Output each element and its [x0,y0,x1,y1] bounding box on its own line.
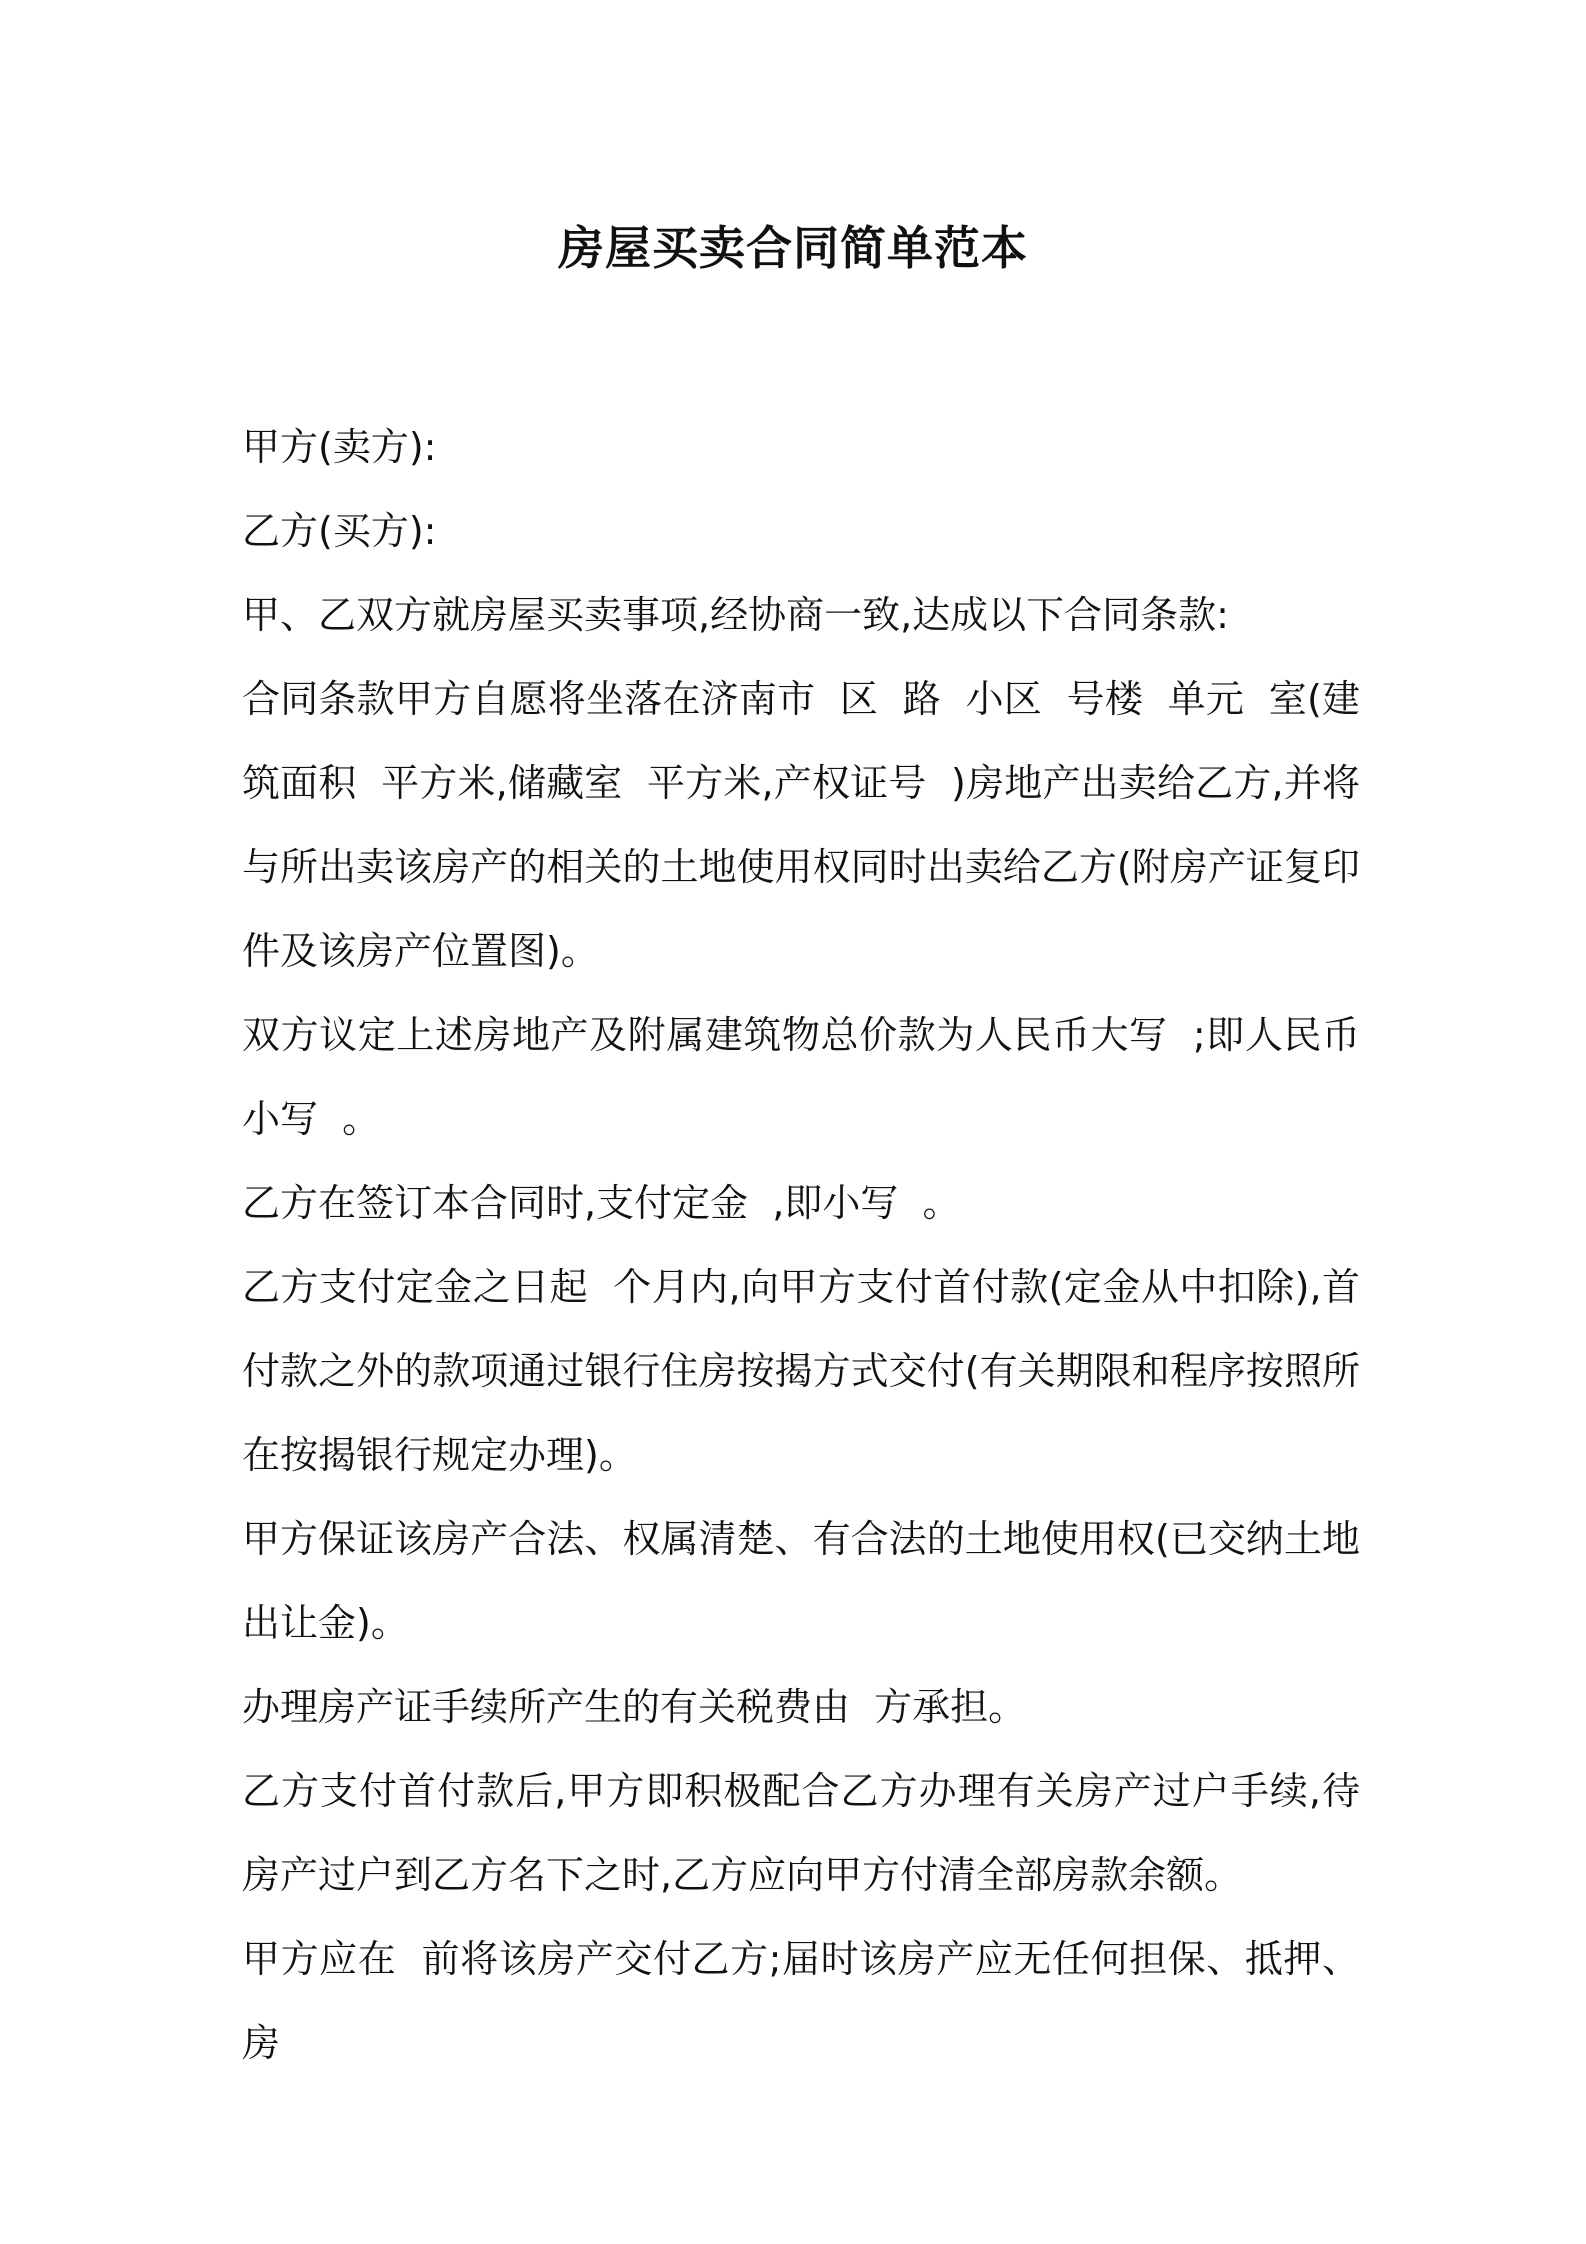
agreement-intro: 甲、乙双方就房屋买卖事项,经协商一致,达成以下合同条款: [242,593,1229,637]
clause-down-payment: 乙方支付定金之日起 个月内,向甲方支付首付款(定金从中扣除),首付款之外的款项通过银行住房按揭方式交付(有关期限和程序按照所在按揭银行规定办理)。 [242,1265,1360,1477]
document-body [242,405,1360,2085]
party-b-line: 乙方(买方): [242,509,437,553]
document-title: 房屋买卖合同简单范本 [558,221,1028,275]
clause-property-sale: 合同条款甲方自愿将坐落在济南市 区 路 小区 号楼 单元 室(建筑面积 平方米,储藏室 平方米,产权证号 )房地产出卖给乙方,并将与所出卖该房产的相关的土地使用权同时出卖给乙方(附房产证复印件及该房产位置图)。 [242,677,1360,973]
clause-seller-guarantee: 甲方保证该房产合法、权属清楚、有合法的土地使用权(已交纳土地出让金)。 [242,1517,1360,1645]
clause-total-price: 双方议定上述房地产及附属建筑物总价款为人民币大写 ;即人民币小写 。 [242,1013,1360,1141]
clause-delivery: 甲方应在 前将该房产交付乙方;届时该房产应无任何担保、抵押、房 [242,1937,1360,2065]
clause-deposit: 乙方在签订本合同时,支付定金 ,即小写 。 [242,1181,961,1225]
clause-taxes: 办理房产证手续所产生的有关税费由 方承担。 [242,1685,1027,1729]
clause-transfer: 乙方支付首付款后,甲方即积极配合乙方办理有关房产过户手续,待房产过户到乙方名下之时,乙方应向甲方付清全部房款余额。 [242,1769,1360,1897]
party-a-line: 甲方(卖方): [242,425,437,469]
